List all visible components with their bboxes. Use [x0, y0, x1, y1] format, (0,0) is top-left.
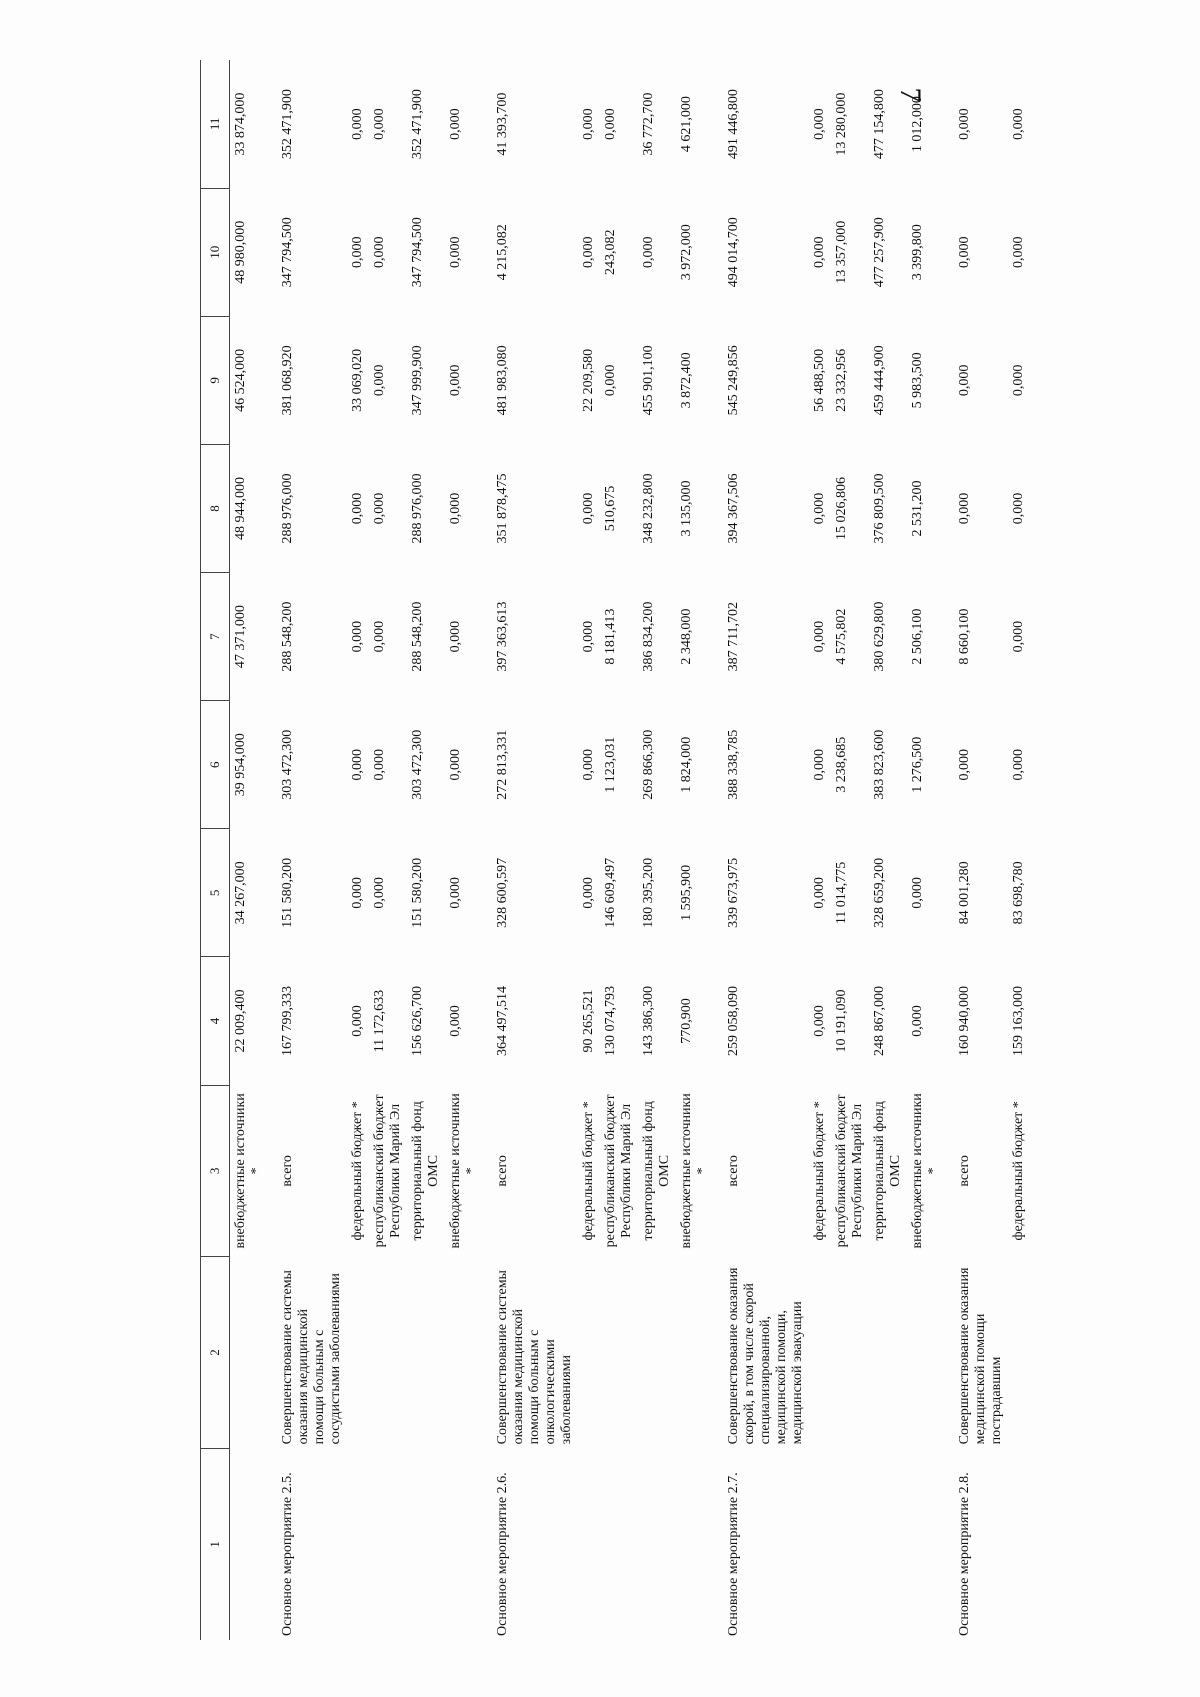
value-cell: 0,000 [350, 492, 365, 525]
funding-source-cell: федеральный бюджет * [350, 1101, 365, 1241]
activity-cell [445, 1448, 483, 1640]
value-cell: 15 026,806 [834, 477, 849, 541]
value-cell: 388 338,785 [726, 729, 741, 800]
value-cell: 34 267,000 [233, 861, 248, 925]
col-header-8: 8 [201, 444, 230, 572]
activity-cell: Основное мероприятие 2.5. [280, 1472, 295, 1636]
value-cell: 545 249,856 [726, 345, 741, 416]
value-cell: 352 471,900 [280, 89, 295, 160]
col-header-1: 1 [201, 1448, 230, 1640]
value-cell: 0,000 [1011, 236, 1026, 269]
value-cell: 0,000 [448, 236, 463, 269]
funding-source-cell: территориальный фонд ОМС [410, 1101, 441, 1241]
value-cell: 1 123,031 [603, 736, 618, 793]
funding-source-cell: внебюджетные источники * [679, 1093, 710, 1249]
col-header-2: 2 [201, 1257, 230, 1449]
value-cell: 383 823,600 [872, 729, 887, 800]
value-cell: 0,000 [581, 620, 596, 653]
value-cell: 0,000 [372, 620, 387, 653]
value-cell: 0,000 [350, 749, 365, 781]
funding-source-cell: всего [957, 1155, 972, 1187]
value-cell: 477 154,800 [872, 89, 887, 160]
description-cell: Совершенствование оказания медицинской помощи пострадавшим [957, 1267, 1004, 1445]
page-number: 7 [894, 87, 927, 103]
value-cell: 0,000 [581, 492, 596, 525]
value-cell: 0,000 [1011, 364, 1026, 397]
value-cell: 347 794,500 [280, 217, 295, 288]
value-cell: 0,000 [603, 108, 618, 140]
value-cell: 0,000 [957, 749, 972, 781]
value-cell: 348 232,800 [641, 473, 656, 544]
table-row [676, 60, 714, 1640]
funding-source-cell: федеральный бюджет * [812, 1101, 827, 1241]
value-cell: 39 954,000 [233, 733, 248, 797]
value-cell: 494 014,700 [726, 217, 741, 288]
value-cell: 47 371,000 [233, 605, 248, 669]
value-cell: 46 524,000 [233, 348, 248, 412]
activity-cell: Основное мероприятие 2.6. [495, 1472, 510, 1636]
value-cell: 156 626,700 [410, 986, 425, 1057]
funding-source-cell: территориальный фонд ОМС [872, 1101, 903, 1241]
value-cell: 0,000 [350, 877, 365, 909]
value-cell: 0,000 [372, 236, 387, 269]
value-cell: 0,000 [957, 236, 972, 269]
value-cell: 143 386,300 [641, 986, 656, 1057]
value-cell: 13 357,000 [834, 220, 849, 284]
funding-source-cell: республиканский бюджет Республики Марий Эл [372, 1094, 403, 1248]
value-cell: 288 976,000 [280, 473, 295, 544]
value-cell: 0,000 [812, 108, 827, 140]
value-cell: 0,000 [1011, 749, 1026, 781]
value-cell: 455 901,100 [641, 345, 656, 416]
table-row [869, 60, 907, 1640]
description-cell: Совершенствование оказания скорой, в том числе скорой специализированной, медицинской помощи, медицинской эвакуации [726, 1267, 805, 1445]
value-cell: 364 497,514 [495, 986, 510, 1057]
value-cell: 8 181,413 [603, 608, 618, 665]
value-cell: 386 834,200 [641, 601, 656, 672]
value-cell: 0,000 [372, 877, 387, 909]
funding-source-cell: всего [726, 1155, 741, 1187]
value-cell: 272 813,331 [495, 729, 510, 800]
funding-source-cell: федеральный бюджет * [581, 1101, 596, 1241]
table-row [230, 60, 269, 1640]
description-cell [907, 1257, 945, 1449]
value-cell: 0,000 [581, 108, 596, 140]
funding-source-cell: всего [495, 1155, 510, 1187]
value-cell: 33 874,000 [233, 92, 248, 156]
value-cell: 288 548,200 [410, 601, 425, 672]
value-cell: 180 395,200 [641, 857, 656, 928]
table-body [230, 60, 1031, 1640]
value-cell: 0,000 [448, 877, 463, 909]
description-cell [831, 1257, 869, 1449]
value-cell: 11 014,775 [834, 861, 849, 925]
description-cell [369, 1257, 407, 1449]
value-cell: 394 367,506 [726, 473, 741, 544]
value-cell: 491 446,800 [726, 89, 741, 160]
table-row [907, 60, 945, 1640]
value-cell: 303 472,300 [280, 729, 295, 800]
value-cell: 4 215,082 [495, 224, 510, 281]
value-cell: 0,000 [350, 108, 365, 140]
value-cell: 0,000 [957, 108, 972, 140]
table-row [714, 60, 809, 1640]
value-cell: 481 983,080 [495, 345, 510, 416]
description-cell [638, 1257, 676, 1449]
value-cell: 0,000 [812, 236, 827, 269]
table-row [268, 60, 347, 1640]
value-cell: 151 580,200 [280, 857, 295, 928]
table-row [638, 60, 676, 1640]
activity-cell [578, 1448, 600, 1640]
value-cell: 0,000 [581, 236, 596, 269]
value-cell: 1 824,000 [679, 736, 694, 793]
value-cell: 1 276,500 [910, 736, 925, 793]
description-cell [407, 1257, 445, 1449]
description-cell [809, 1257, 831, 1449]
value-cell: 0,000 [448, 620, 463, 653]
value-cell: 0,000 [812, 749, 827, 781]
value-cell: 0,000 [448, 749, 463, 781]
funding-source-cell: всего [280, 1155, 295, 1187]
funding-table-wrapper [200, 60, 1026, 1640]
funding-source-cell: внебюджетные источники * [448, 1093, 479, 1249]
description-cell: Совершенствование системы оказания медицинской помощи больным с сосудистыми заболеваниями [280, 1270, 343, 1445]
value-cell: 397 363,613 [495, 601, 510, 672]
funding-source-cell: республиканский бюджет Республики Марий Эл [603, 1094, 634, 1248]
value-cell: 0,000 [372, 749, 387, 781]
activity-cell [869, 1448, 907, 1640]
activity-cell [638, 1448, 676, 1640]
value-cell: 3 238,685 [834, 736, 849, 793]
value-cell: 0,000 [448, 364, 463, 397]
value-cell: 381 068,920 [280, 345, 295, 416]
value-cell: 0,000 [1011, 108, 1026, 140]
col-header-11: 11 [201, 60, 230, 188]
value-cell: 352 471,900 [410, 89, 425, 160]
value-cell: 41 393,700 [495, 92, 510, 156]
value-cell: 339 673,975 [726, 857, 741, 928]
description-cell [445, 1257, 483, 1449]
description-cell [1008, 1257, 1030, 1449]
value-cell: 48 980,000 [233, 220, 248, 284]
activity-cell [809, 1448, 831, 1640]
value-cell: 0,000 [910, 1005, 925, 1037]
funding-table [200, 60, 1030, 1640]
col-header-3: 3 [201, 1085, 230, 1257]
value-cell: 248 867,000 [872, 986, 887, 1057]
description-cell [578, 1257, 600, 1449]
col-header-4: 4 [201, 957, 230, 1085]
value-cell: 0,000 [372, 492, 387, 525]
funding-source-cell: внебюджетные источники * [233, 1093, 264, 1249]
value-cell: 0,000 [350, 620, 365, 653]
value-cell: 1 012,000 [910, 96, 925, 153]
activity-cell [230, 1448, 269, 1640]
value-cell: 8 660,100 [957, 608, 972, 665]
description-cell [676, 1257, 714, 1449]
activity-cell [407, 1448, 445, 1640]
value-cell: 269 866,300 [641, 729, 656, 800]
activity-cell: Основное мероприятие 2.8. [957, 1472, 972, 1636]
table-row [445, 60, 483, 1640]
activity-cell [1008, 1448, 1030, 1640]
value-cell: 0,000 [448, 108, 463, 140]
activity-cell [369, 1448, 407, 1640]
value-cell: 347 999,900 [410, 345, 425, 416]
value-cell: 84 001,280 [957, 861, 972, 925]
value-cell: 130 074,793 [603, 986, 618, 1057]
value-cell: 90 265,521 [581, 989, 596, 1053]
value-cell: 0,000 [581, 749, 596, 781]
funding-source-cell: федеральный бюджет * [1011, 1101, 1026, 1241]
value-cell: 159 163,000 [1011, 986, 1026, 1057]
value-cell: 510,675 [603, 485, 618, 532]
activity-cell [831, 1448, 869, 1640]
value-cell: 10 191,090 [834, 989, 849, 1053]
value-cell: 11 172,633 [372, 989, 387, 1053]
table-row [483, 60, 578, 1640]
description-cell [600, 1257, 638, 1449]
value-cell: 0,000 [448, 492, 463, 525]
value-cell: 0,000 [812, 877, 827, 909]
value-cell: 477 257,900 [872, 217, 887, 288]
header-row [201, 60, 230, 1640]
value-cell: 770,900 [679, 998, 694, 1044]
value-cell: 5 983,500 [910, 352, 925, 409]
value-cell: 0,000 [350, 236, 365, 269]
value-cell: 48 944,000 [233, 477, 248, 541]
value-cell: 151 580,200 [410, 857, 425, 928]
table-row [600, 60, 638, 1640]
table-row [347, 60, 369, 1640]
value-cell: 0,000 [603, 364, 618, 397]
value-cell: 459 444,900 [872, 345, 887, 416]
activity-cell [347, 1448, 369, 1640]
value-cell: 376 809,500 [872, 473, 887, 544]
value-cell: 0,000 [372, 108, 387, 140]
table-row [369, 60, 407, 1640]
value-cell: 328 600,597 [495, 857, 510, 928]
value-cell: 347 794,500 [410, 217, 425, 288]
funding-source-cell: республиканский бюджет Республики Марий Эл [834, 1094, 865, 1248]
activity-cell [600, 1448, 638, 1640]
table-row [407, 60, 445, 1640]
value-cell: 22 209,580 [581, 348, 596, 412]
funding-source-cell: внебюджетные источники * [910, 1093, 941, 1249]
value-cell: 0,000 [812, 1005, 827, 1037]
col-header-10: 10 [201, 188, 230, 316]
table-row [809, 60, 831, 1640]
value-cell: 3 972,000 [679, 224, 694, 281]
table-row [945, 60, 1008, 1640]
value-cell: 4 575,802 [834, 608, 849, 665]
value-cell: 56 488,500 [812, 348, 827, 412]
value-cell: 160 940,000 [957, 986, 972, 1057]
value-cell: 0,000 [350, 1005, 365, 1037]
activity-cell [676, 1448, 714, 1640]
activity-cell: Основное мероприятие 2.7. [726, 1472, 741, 1636]
description-cell [230, 1257, 269, 1449]
value-cell: 22 009,400 [233, 989, 248, 1053]
value-cell: 351 878,475 [495, 473, 510, 544]
table-row [578, 60, 600, 1640]
value-cell: 2 531,200 [910, 480, 925, 537]
value-cell: 83 698,780 [1011, 861, 1026, 925]
value-cell: 0,000 [910, 877, 925, 909]
value-cell: 259 058,090 [726, 986, 741, 1057]
value-cell: 167 799,333 [280, 986, 295, 1057]
value-cell: 0,000 [372, 364, 387, 397]
value-cell: 3 399,800 [910, 224, 925, 281]
value-cell: 2 506,100 [910, 608, 925, 665]
value-cell: 0,000 [641, 236, 656, 269]
col-header-6: 6 [201, 701, 230, 829]
value-cell: 0,000 [957, 364, 972, 397]
value-cell: 33 069,020 [350, 348, 365, 412]
col-header-5: 5 [201, 829, 230, 957]
funding-source-cell: территориальный фонд ОМС [641, 1101, 672, 1241]
table-row [831, 60, 869, 1640]
value-cell: 380 629,800 [872, 601, 887, 672]
value-cell: 288 976,000 [410, 473, 425, 544]
description-cell: Совершенствование системы оказания медицинской помощи больным с онкологическими заболеваниями [495, 1270, 574, 1445]
description-cell [869, 1257, 907, 1449]
value-cell: 1 595,900 [679, 864, 694, 921]
value-cell: 0,000 [448, 1005, 463, 1037]
table-row [1008, 60, 1030, 1640]
value-cell: 0,000 [1011, 492, 1026, 525]
value-cell: 387 711,702 [726, 601, 741, 672]
value-cell: 303 472,300 [410, 729, 425, 800]
value-cell: 243,082 [603, 229, 618, 276]
activity-cell [907, 1448, 945, 1640]
value-cell: 23 332,956 [834, 348, 849, 412]
value-cell: 4 621,000 [679, 96, 694, 153]
value-cell: 36 772,700 [641, 92, 656, 156]
value-cell: 13 280,000 [834, 92, 849, 156]
value-cell: 146 609,497 [603, 857, 618, 928]
value-cell: 3 135,000 [679, 480, 694, 537]
col-header-9: 9 [201, 316, 230, 444]
value-cell: 2 348,000 [679, 608, 694, 665]
value-cell: 0,000 [1011, 620, 1026, 653]
value-cell: 0,000 [581, 877, 596, 909]
value-cell: 3 872,400 [679, 352, 694, 409]
value-cell: 328 659,200 [872, 857, 887, 928]
value-cell: 0,000 [812, 620, 827, 653]
col-header-7: 7 [201, 573, 230, 701]
value-cell: 0,000 [957, 492, 972, 525]
value-cell: 288 548,200 [280, 601, 295, 672]
description-cell [347, 1257, 369, 1449]
value-cell: 0,000 [812, 492, 827, 525]
